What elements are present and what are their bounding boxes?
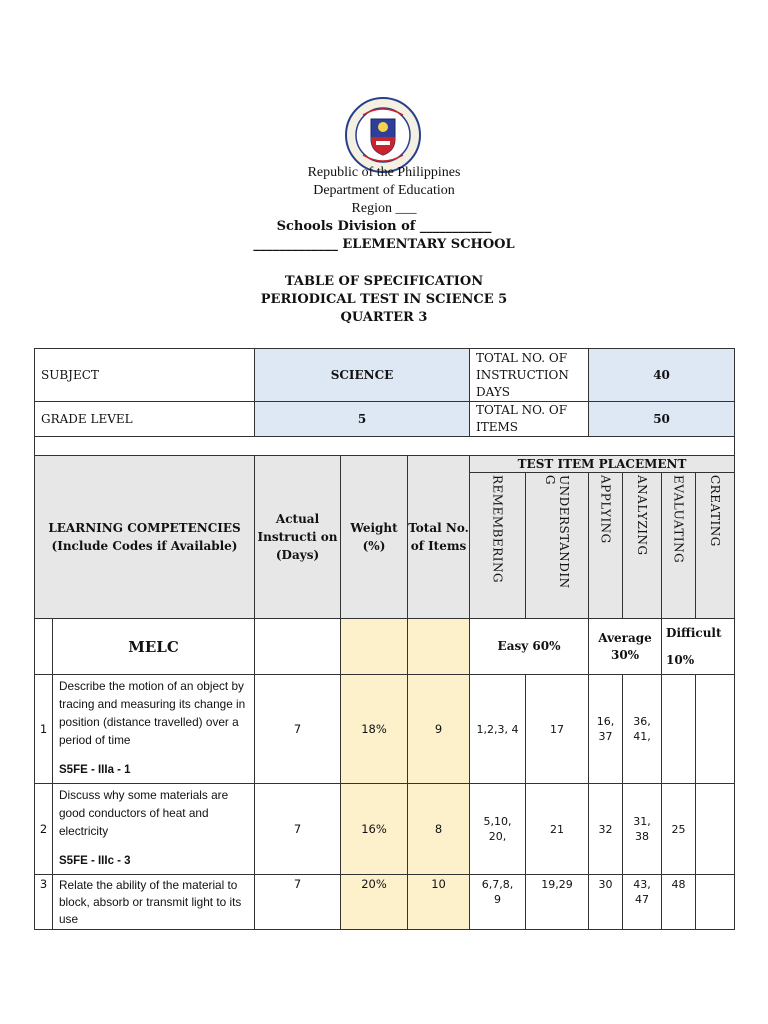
- doc-quarter: QUARTER 3: [340, 310, 428, 325]
- col-analyzing-cell: [623, 473, 662, 619]
- melc-days-cell: [255, 619, 341, 675]
- col-total-items: Total No. of Items: [408, 456, 470, 619]
- melc-items-cell: [408, 619, 470, 675]
- col-analyzing: ANALYZING: [635, 475, 650, 556]
- difficulty-difficult: [662, 619, 735, 675]
- row-2-text: Discuss why some materials are good conductors of heat and electricity: [59, 788, 229, 838]
- subject-label: SUBJECT: [35, 349, 255, 402]
- spacer-row: [35, 437, 735, 456]
- row-1-understanding: 17: [526, 675, 589, 784]
- difficult-label: Difficult: [666, 626, 722, 640]
- row-1-applying: 16, 37: [589, 675, 623, 784]
- row-1-code: S5FE - IIIa - 1: [59, 764, 131, 776]
- row-3-text: Relate the ability of the material to block, absorb or transmit light to its use: [59, 878, 242, 926]
- row-1-analyzing: 36, 41,: [623, 675, 662, 784]
- row-3-competency: [53, 875, 255, 930]
- header-school: _____________ ELEMENTARY SCHOOL: [253, 237, 515, 252]
- days-value: 40: [589, 349, 735, 402]
- row-2-creating: [696, 784, 735, 875]
- row-2-analyzing: 31, 38: [623, 784, 662, 875]
- row-1-evaluating: [662, 675, 696, 784]
- row-1-text: Describe the motion of an object by tracing and measuring its change in position (distance travelled) over a period of time: [59, 679, 246, 747]
- difficulty-easy: Easy 60%: [470, 619, 589, 675]
- row-2-remembering: 5,10, 20,: [470, 784, 526, 875]
- items-label: TOTAL NO. OF ITEMS: [470, 402, 589, 437]
- row-3-evaluating: 48: [662, 875, 696, 930]
- header-division: Schools Division of ___________: [276, 219, 492, 234]
- row-2-applying: 32: [589, 784, 623, 875]
- col-understanding-cell: [526, 473, 589, 619]
- specification-table: [34, 348, 735, 930]
- header-region: Region ___: [351, 201, 417, 216]
- row-1-creating: [696, 675, 735, 784]
- row-3-creating: [696, 875, 735, 930]
- difficult-pct: 10%: [666, 653, 695, 667]
- col-evaluating-cell: [662, 473, 696, 619]
- row-2-code: S5FE - IIIc - 3: [59, 855, 131, 867]
- row-3-weight: 20%: [341, 875, 408, 930]
- col-creating-cell: [696, 473, 735, 619]
- col-applying-cell: [589, 473, 623, 619]
- row-1-competency: [53, 675, 255, 784]
- grade-label: GRADE LEVEL: [35, 402, 255, 437]
- col-remembering: REMEMBERING: [490, 475, 505, 584]
- row-1-items: 9: [408, 675, 470, 784]
- col-evaluating: EVALUATING: [671, 475, 686, 564]
- row-2-no: 2: [35, 784, 53, 875]
- row-2-competency: [53, 784, 255, 875]
- deped-seal-logo: [345, 97, 421, 173]
- row-3-understanding: 19,29: [526, 875, 589, 930]
- row-1-remembering: 1,2,3, 4: [470, 675, 526, 784]
- row-1-weight: 18%: [341, 675, 408, 784]
- row-3-applying: 30: [589, 875, 623, 930]
- row-3-remembering: 6,7,8, 9: [470, 875, 526, 930]
- row-2-weight: 16%: [341, 784, 408, 875]
- melc-no-cell: [35, 619, 53, 675]
- row-2-understanding: 21: [526, 784, 589, 875]
- difficulty-average: Average 30%: [589, 619, 662, 675]
- col-competencies: LEARNING COMPETENCIES (Include Codes if Available): [35, 456, 255, 619]
- doc-subtitle: PERIODICAL TEST IN SCIENCE 5: [260, 292, 508, 307]
- col-applying: APPLYING: [598, 475, 613, 544]
- col-understanding: UNDERSTANDIN G: [543, 475, 572, 589]
- grade-value: 5: [255, 402, 470, 437]
- col-test-item-placement: TEST ITEM PLACEMENT: [470, 456, 735, 473]
- row-2-evaluating: 25: [662, 784, 696, 875]
- col-actual-days: Actual Instructi on (Days): [255, 456, 341, 619]
- doc-title: TABLE OF SPECIFICATION: [284, 274, 484, 289]
- subject-value: SCIENCE: [255, 349, 470, 402]
- melc-label: MELC: [53, 619, 255, 675]
- items-value: 50: [589, 402, 735, 437]
- row-2-days: 7: [255, 784, 341, 875]
- col-weight: Weight (%): [341, 456, 408, 619]
- row-3-analyzing: 43, 47: [623, 875, 662, 930]
- row-3-items: 10: [408, 875, 470, 930]
- row-1-no: 1: [35, 675, 53, 784]
- row-1-days: 7: [255, 675, 341, 784]
- row-3-no: 3: [35, 875, 53, 930]
- row-3-days: 7: [255, 875, 341, 930]
- days-label: TOTAL NO. OF INSTRUCTION DAYS: [470, 349, 589, 402]
- col-remembering-cell: [470, 473, 526, 619]
- row-2-items: 8: [408, 784, 470, 875]
- col-creating: CREATING: [708, 475, 723, 547]
- header-department: Department of Education: [313, 183, 455, 198]
- melc-weight-cell: [341, 619, 408, 675]
- header-republic: Republic of the Philippines: [307, 165, 461, 180]
